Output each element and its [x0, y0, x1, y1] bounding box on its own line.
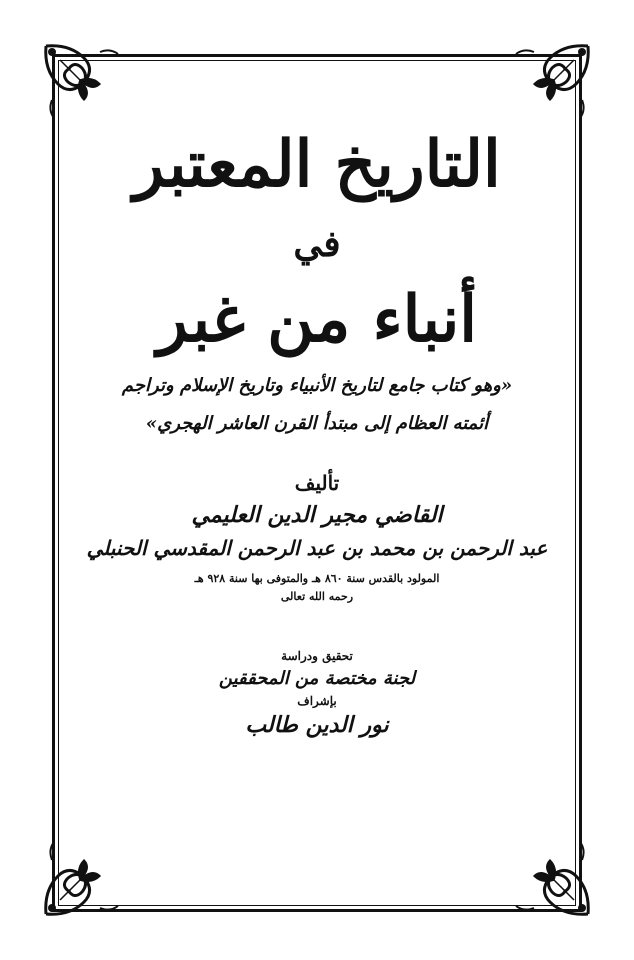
- subtitle-line-1: «وهو كتاب جامع لتاريخ الأنبياء وتاريخ الإسلام وتراجم: [121, 375, 513, 396]
- floral-ornament-icon: [502, 828, 594, 920]
- title-connector: في: [293, 223, 341, 265]
- corner-ornament-bottom-left: [40, 828, 132, 920]
- corner-ornament-bottom-right: [502, 828, 594, 920]
- tahqiq-label: تحقيق ودراسة: [281, 649, 353, 663]
- supervisor-name: نور الدين طالب: [245, 712, 389, 738]
- title-page-content: [70, 100, 564, 740]
- author-blessing: رحمه الله تعالى: [280, 590, 354, 603]
- author-title: القاضي مجير الدين العليمي: [191, 502, 443, 528]
- book-title-line-2: أنباء من غبر: [156, 282, 478, 357]
- subtitle-line-2: أئمته العظام إلى مبتدأ القرن العاشر الهجري»: [145, 413, 489, 434]
- author-dates: المولود بالقدس سنة ٨٦٠ هـ والمتوفى بها سنة ٩٢٨ هـ: [194, 572, 440, 585]
- authorship-label: تأليف: [294, 471, 340, 495]
- book-title-line-1: التاريخ المعتبر: [133, 127, 501, 202]
- floral-ornament-icon: [40, 828, 132, 920]
- tahqiq-committee: لجنة مختصة من المحققين: [218, 668, 416, 689]
- author-full-name: عبد الرحمن بن محمد بن عبد الرحمن المقدسي الحنبلي: [86, 536, 548, 560]
- supervision-label: بإشراف: [297, 694, 337, 708]
